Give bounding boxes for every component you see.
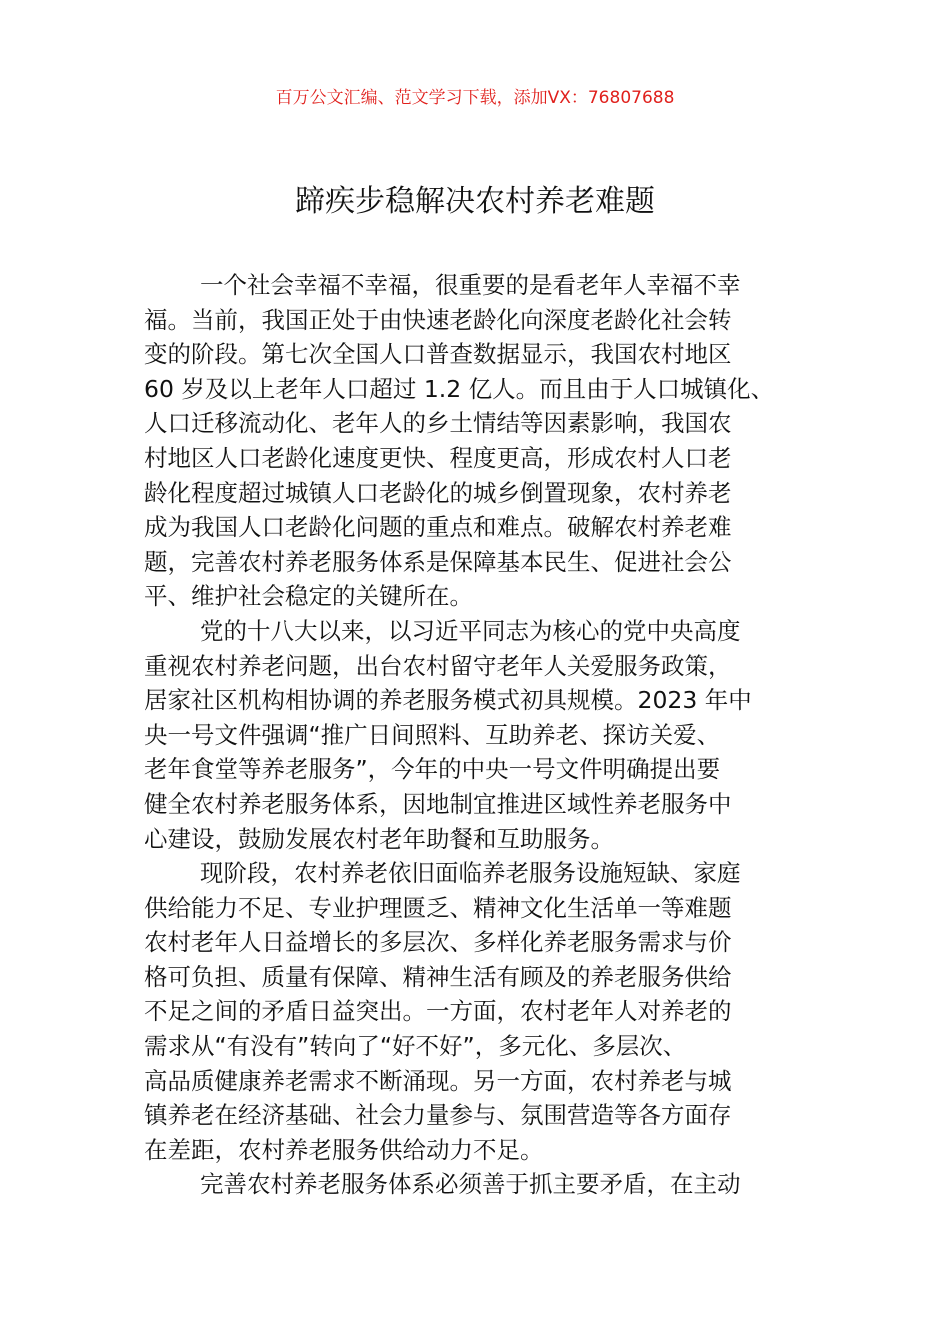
paragraph-line: 央一号文件强调“推广日间照料、互助养老、探访关爱、 xyxy=(144,720,721,749)
paragraph-line: 重视农村养老问题，出台农村留守老年人关爱服务政策， xyxy=(144,651,732,680)
paragraph-3 xyxy=(144,856,809,1167)
paragraph-line: 不足之间的矛盾日益突出。一方面，农村老年人对养老的 xyxy=(144,997,732,1026)
header-note: 百万公文汇编、范文学习下载，添加VX：76807688 xyxy=(275,88,675,108)
paragraph-line: 镇养老在经济基础、社会力量参与、氛围营造等各方面存 xyxy=(144,1101,732,1130)
document-body xyxy=(144,268,809,1202)
paragraph-line: 成为我国人口老龄化问题的重点和难点。破解农村养老难 xyxy=(144,513,732,542)
paragraph-line: 需求从“有没有”转向了“好不好”，多元化、多层次、 xyxy=(144,1032,687,1061)
paragraph-line: 平、维护社会稳定的关键所在。 xyxy=(144,582,473,611)
paragraph-line: 农村老年人日益增长的多层次、多样化养老服务需求与价 xyxy=(144,928,732,957)
paragraph-line: 老年食堂等养老服务”，今年的中央一号文件明确提出要 xyxy=(144,755,721,784)
paragraph-line: 供给能力不足、专业护理匮乏、精神文化生活单一等难题 xyxy=(144,893,732,922)
paragraph-line: 党的十八大以来，以习近平同志为核心的党中央高度 xyxy=(200,616,741,645)
paragraph-line: 格可负担、质量有保障、精神生活有顾及的养老服务供给 xyxy=(144,962,732,991)
paragraph-line: 在差距，农村养老服务供给动力不足。 xyxy=(144,1135,544,1164)
paragraph-line: 60 岁及以上老年人口超过 1.2 亿人。而且由于人口城镇化、 xyxy=(144,374,775,403)
paragraph-1 xyxy=(144,268,809,614)
paragraph-line: 现阶段，农村养老依旧面临养老服务设施短缺、家庭 xyxy=(200,859,741,888)
paragraph-line: 居家社区机构相协调的养老服务模式初具规模。2023 年中 xyxy=(144,686,752,715)
paragraph-line: 福。当前，我国正处于由快速老龄化向深度老龄化社会转 xyxy=(144,305,732,334)
paragraph-line: 健全农村养老服务体系，因地制宜推进区域性养老服务中 xyxy=(144,789,732,818)
paragraph-2 xyxy=(144,614,809,856)
paragraph-line: 题，完善农村养老服务体系是保障基本民生、促进社会公 xyxy=(144,547,732,576)
paragraph-line: 人口迁移流动化、老年人的乡土情结等因素影响，我国农 xyxy=(144,409,732,438)
paragraph-line: 完善农村养老服务体系必须善于抓主要矛盾，在主动 xyxy=(200,1170,741,1199)
paragraph-line: 龄化程度超过城镇人口老龄化的城乡倒置现象，农村养老 xyxy=(144,478,732,507)
paragraph-line: 村地区人口老龄化速度更快、程度更高，形成农村人口老 xyxy=(144,443,732,472)
paragraph-line: 心建设，鼓励发展农村老年助餐和互助服务。 xyxy=(144,824,614,853)
paragraph-line: 变的阶段。第七次全国人口普查数据显示，我国农村地区 xyxy=(144,340,732,369)
document-title: 蹄疾步稳解决农村养老难题 xyxy=(295,184,655,219)
paragraph-4 xyxy=(144,1167,809,1202)
paragraph-line: 高品质健康养老需求不断涌现。另一方面，农村养老与城 xyxy=(144,1066,732,1095)
paragraph-line: 一个社会幸福不幸福，很重要的是看老年人幸福不幸 xyxy=(200,271,741,299)
